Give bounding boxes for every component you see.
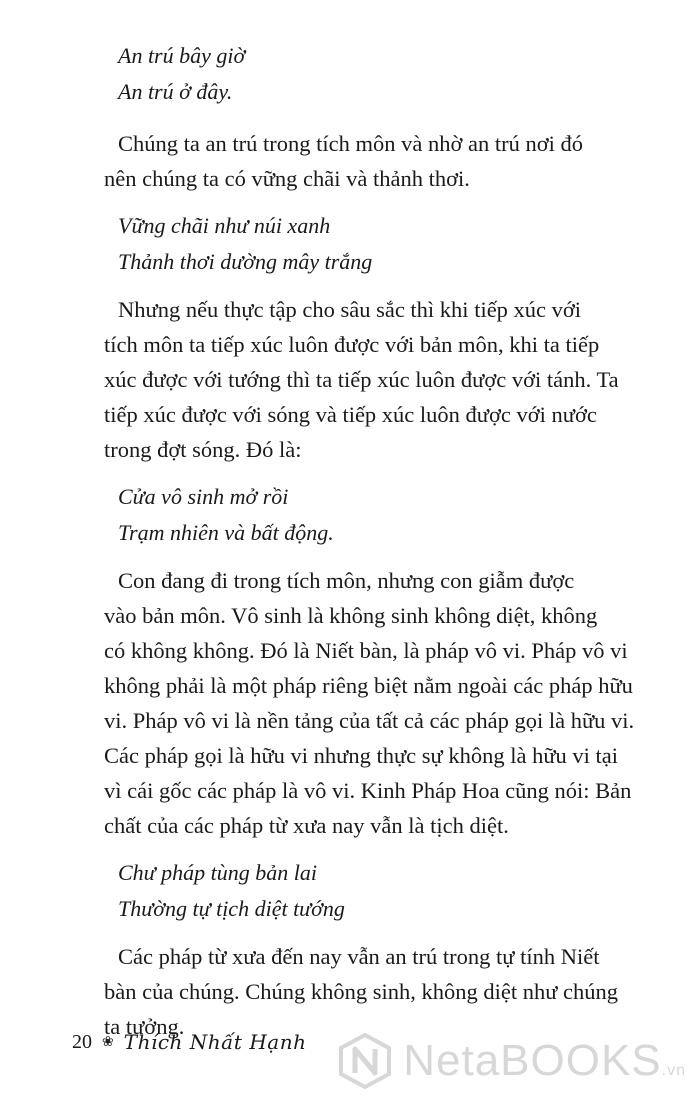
paragraph-line: tích môn ta tiếp xúc luôn được với bản môn, khi ta tiếp — [104, 332, 600, 357]
watermark-brand — [403, 1036, 686, 1086]
paragraph — [104, 939, 624, 1044]
paragraph-line: Con đang đi trong tích môn, nhưng con giẫm được — [118, 568, 575, 593]
paragraph — [104, 126, 624, 196]
paragraph-line: chất của các pháp từ xưa nay vẫn là tịch diệt. — [104, 813, 509, 838]
paragraph-line: nên chúng ta có vững chãi và thảnh thơi. — [104, 166, 470, 191]
verse-block — [118, 855, 624, 927]
paragraph-line: vì cái gốc các pháp là vô vi. Kinh Pháp Hoa cũng nói: Bản — [104, 778, 632, 803]
paragraph-line: xúc được với tướng thì ta tiếp xúc luôn được với tánh. Ta — [104, 367, 619, 392]
paragraph-line: trong đợt sóng. Đó là: — [104, 437, 302, 462]
verse-line: Thường tự tịch diệt tướng — [118, 896, 345, 921]
page-footer — [72, 1030, 306, 1054]
paragraph-line: Các pháp gọi là hữu vi nhưng thực sự không là hữu vi tại — [104, 743, 619, 768]
verse-block — [118, 208, 624, 280]
verse-line: Chư pháp tùng bản lai — [118, 860, 318, 885]
verse-line: Thảnh thơi dường mây trắng — [118, 249, 373, 274]
watermark — [337, 1033, 686, 1089]
paragraph-line: bàn của chúng. Chúng không sinh, không diệt như chúng — [104, 979, 619, 1004]
paragraph — [104, 563, 635, 843]
flower-ornament-icon: ❀ — [102, 1034, 114, 1050]
author-signature: Thích Nhất Hạnh — [123, 1030, 307, 1054]
verse-line: Cửa vô sinh mở rồi — [118, 484, 289, 509]
watermark-suffix: .vn — [661, 1062, 686, 1079]
paragraph-line: không phải là một pháp riêng biệt nằm ngoài các pháp hữu — [104, 673, 633, 698]
paragraph-line: vi. Pháp vô vi là nền tảng của tất cả các pháp gọi là hữu vi. — [104, 708, 635, 733]
verse-line: Vững chãi như núi xanh — [118, 213, 331, 238]
verse-line: An trú ở đây. — [118, 79, 233, 104]
verse-block — [118, 479, 624, 551]
paragraph-line: Các pháp từ xưa đến nay vẫn an trú trong tự tính Niết — [118, 944, 600, 969]
paragraph-line: ta tưởng. — [104, 1014, 185, 1039]
paragraph-line: Chúng ta an trú trong tích môn và nhờ an trú nơi đó — [118, 131, 583, 156]
paragraph — [104, 292, 624, 467]
page-body — [104, 38, 635, 1044]
page-number: 20 — [72, 1030, 92, 1053]
netabooks-logo-icon — [337, 1033, 393, 1089]
verse-line: An trú bây giờ — [118, 43, 246, 68]
verse-line: Trạm nhiên và bất động. — [118, 520, 334, 545]
paragraph-line: Nhưng nếu thực tập cho sâu sắc thì khi tiếp xúc với — [118, 297, 582, 322]
paragraph-line: tiếp xúc được với sóng và tiếp xúc luôn được với nước — [104, 402, 597, 427]
verse-block — [118, 38, 624, 110]
paragraph-line: vào bản môn. Vô sinh là không sinh không diệt, không — [104, 603, 598, 628]
watermark-brand-text: NetaBOOKS — [403, 1036, 662, 1085]
paragraph-line: có không không. Đó là Niết bàn, là pháp vô vi. Pháp vô vi — [104, 638, 628, 663]
